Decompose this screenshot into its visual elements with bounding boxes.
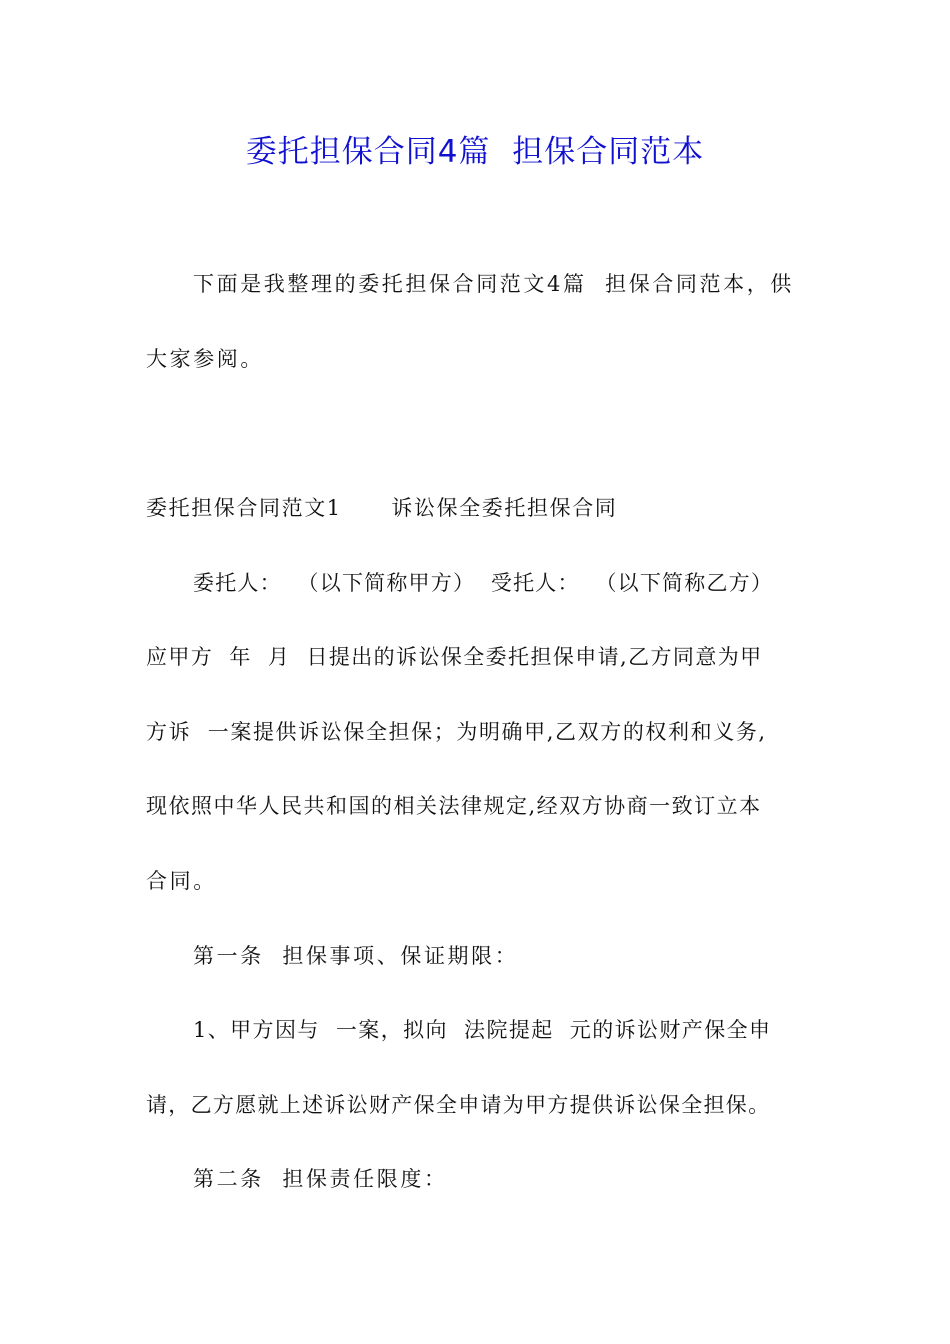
paragraph-line: 大家参阅。 (146, 347, 264, 371)
article-heading: 第一条 担保事项、保证期限： (193, 944, 519, 968)
paragraph-line: 现依照中华人民共和国的相关法律规定,经双方协商一致订立本 (146, 794, 762, 818)
paragraph-line: 应甲方 年 月 日提出的诉讼保全委托担保申请,乙方同意为甲 (146, 645, 763, 669)
paragraph-line: 委托人： （以下简称甲方） 受托人： （以下简称乙方） (193, 571, 774, 595)
paragraph-line: 1、甲方因与 一案，拟向 法院提起 元的诉讼财产保全申 (193, 1018, 772, 1042)
paragraph-line: 请，乙方愿就上述诉讼财产保全申请为甲方提供诉讼保全担保。 (146, 1093, 771, 1117)
article-heading: 第二条 担保责任限度： (193, 1167, 448, 1191)
paragraph-line: 下面是我整理的委托担保合同范文4篇 担保合同范本，供 (193, 272, 794, 296)
paragraph-line: 合同。 (146, 869, 217, 893)
section-heading: 委托担保合同范文1 诉讼保全委托担保合同 (146, 496, 618, 520)
document-title: 委托担保合同4篇 担保合同范本 (245, 134, 705, 170)
paragraph-line: 方诉 一案提供诉讼保全担保；为明确甲,乙双方的权利和义务, (146, 720, 767, 744)
